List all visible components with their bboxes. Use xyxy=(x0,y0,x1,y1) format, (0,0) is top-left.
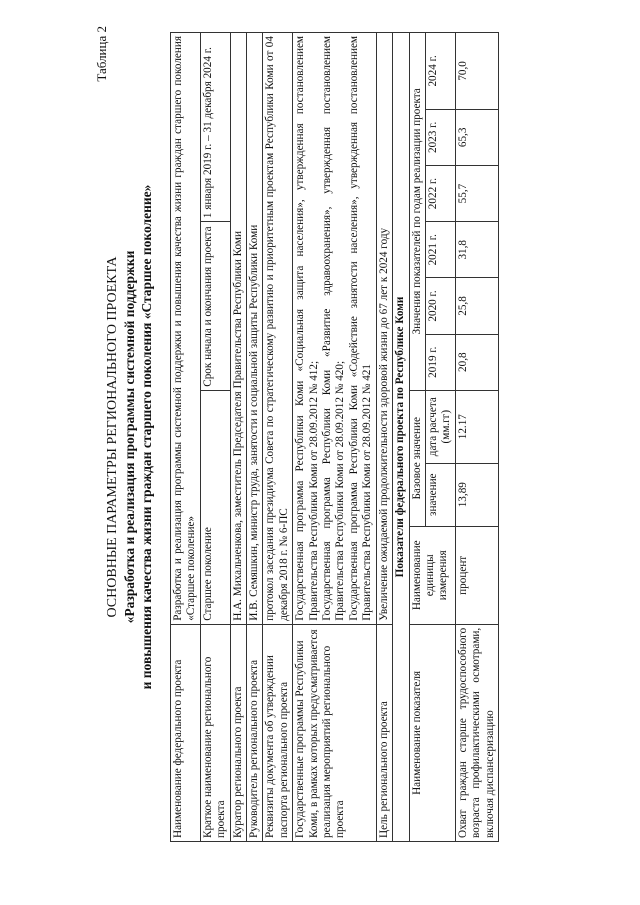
program-item: Государственная программа Республики Коми «Содействие занятости населения», утвержденная постановлением Правительства Республики Коми от 28.09.2012 № 421 xyxy=(347,36,374,621)
project-parameters-table xyxy=(170,32,499,842)
col-unit: Наименование единицы измерения xyxy=(409,526,455,624)
indicator-unit: процент xyxy=(455,526,498,624)
head-label: Руководитель регионального проекта xyxy=(247,624,263,841)
indicator-row xyxy=(455,33,498,842)
table-row xyxy=(171,33,201,842)
program-item: Государственная программа Республики Коми «Развитие здравоохранения», утвержденная постановлением Правительства Республики Коми от 28.09.2012 № 420; xyxy=(321,36,347,621)
table-row xyxy=(293,33,376,842)
table-row xyxy=(376,33,392,842)
title-line-1: ОСНОВНЫЕ ПАРАМЕТРЫ РЕГИОНАЛЬНОГО ПРОЕКТА xyxy=(105,256,120,618)
programs-label: Государственные программы Республики Коми, в рамках которых предусматривается реализация мероприятий регионального проекта xyxy=(293,624,376,841)
col-base-value: значение xyxy=(425,463,455,526)
col-year: 2019 г. xyxy=(425,334,455,390)
col-base: Базовое значение xyxy=(409,390,425,526)
curator-value: Н.А. Михальченкова, заместитель Председателя Правительства Республики Коми xyxy=(230,33,246,625)
federal-name-value: Разработка и реализация программы системной поддержки и повышения качества жизни граждан старшего поколения «Старшее поколение» xyxy=(171,33,201,625)
head-value: И.В. Семяшкин, министр труда, занятости и социальной защиты Республики Коми xyxy=(247,33,263,625)
programs-value xyxy=(293,33,376,625)
indicator-value-2024: 70,0 xyxy=(455,33,498,110)
requisites-label: Реквизиты документа об утверждении паспорта регионального проекта xyxy=(263,624,293,841)
col-year: 2020 г. xyxy=(425,278,455,334)
table-row xyxy=(247,33,263,842)
col-year: 2021 г. xyxy=(425,222,455,278)
table-number: Таблица 2 xyxy=(94,26,109,82)
table-row xyxy=(200,33,230,842)
program-item: Государственная программа Республики Коми «Социальная защита населения», утвержденная постановлением Правительства Республики Коми от 28.09.2012 № 412; xyxy=(294,36,320,621)
term-value: 1 января 2019 г. – 31 декабря 2024 г. xyxy=(200,33,230,222)
indicator-value-2019: 20,8 xyxy=(455,334,498,390)
goal-value: Увеличение ожидаемой продолжительности здоровой жизни до 67 лет к 2024 году xyxy=(376,33,392,625)
col-years-title: Значения показателей по годам реализации проекта xyxy=(409,33,425,391)
rotated-landscape-sheet xyxy=(90,22,590,842)
col-year: 2022 г. xyxy=(425,165,455,221)
short-name-value: Старшее поколение xyxy=(200,390,230,624)
indicator-value-2020: 25,8 xyxy=(455,278,498,334)
indicator-base-date: 12.17 xyxy=(455,390,498,463)
indicator-value-2022: 55,7 xyxy=(455,165,498,221)
goal-label: Цель регионального проекта xyxy=(376,624,392,841)
section-header-row xyxy=(393,33,409,842)
table-row xyxy=(230,33,246,842)
indicator-value-2021: 31,8 xyxy=(455,222,498,278)
indicator-name: Охват граждан старше трудоспособного возраста профилактическими осмотрами, включая диспансеризацию xyxy=(455,624,498,841)
indicator-base-value: 13,89 xyxy=(455,463,498,526)
col-indicator-name: Наименование показателя xyxy=(409,624,455,841)
indicators-header-row xyxy=(409,33,425,842)
title-line-3: и повышения качества жизни граждан старшего поколения «Старшее поколение» xyxy=(139,184,154,690)
col-base-date: дата расчета (мм.гг) xyxy=(425,390,455,463)
col-year: 2024 г. xyxy=(425,33,455,110)
col-year: 2023 г. xyxy=(425,109,455,165)
federal-name-label: Наименование федерального проекта xyxy=(171,624,201,841)
term-label: Срок начала и окончания проекта xyxy=(200,222,230,391)
document-title xyxy=(104,32,155,842)
curator-label: Куратор регионального проекта xyxy=(230,624,246,841)
short-name-label: Краткое наименование регионального проекта xyxy=(200,624,230,841)
requisites-value: протокол заседания президиума Совета по стратегическому развитию и приоритетным проектам Республики Коми от 04 декабря 2018 г. № 6-ПС xyxy=(263,33,293,625)
indicator-value-2023: 65,3 xyxy=(455,109,498,165)
table-row xyxy=(263,33,293,842)
indicators-section-title: Показатели федерального проекта по Республике Коми xyxy=(393,33,409,842)
title-line-2: «Разработка и реализация программы системной поддержки xyxy=(122,250,137,624)
